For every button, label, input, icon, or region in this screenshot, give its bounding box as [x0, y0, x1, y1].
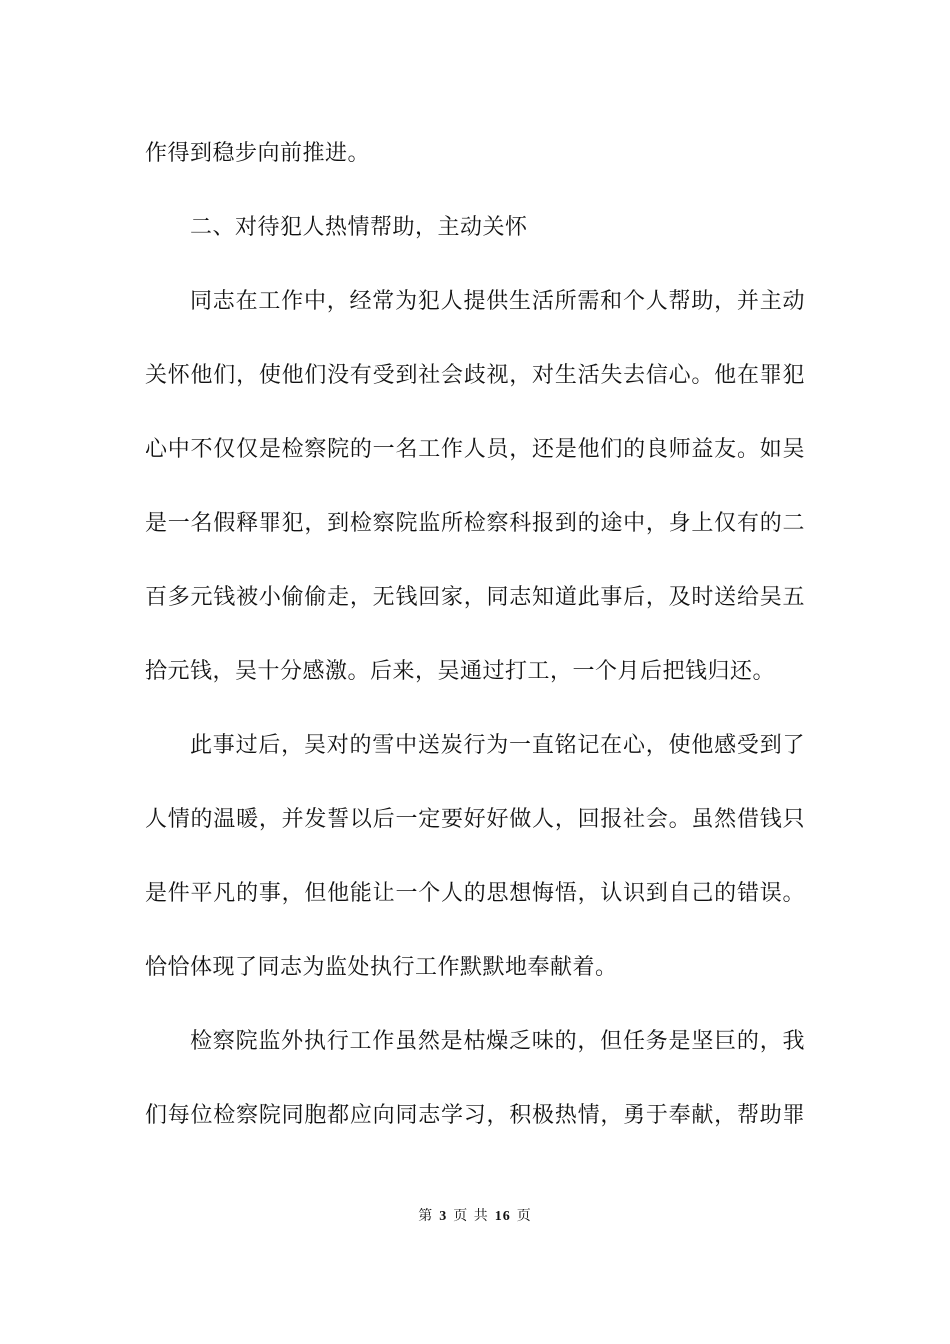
- paragraph-line: 百多元钱被小偷偷走，无钱回家，同志知道此事后，及时送给吴五: [145, 585, 805, 610]
- paragraph-line: 是件平凡的事，但他能让一个人的思想悔悟，认识到自己的错误。: [145, 881, 805, 906]
- footer-suffix: 页: [516, 1208, 532, 1224]
- footer-prefix: 第: [418, 1208, 434, 1224]
- page-footer: [0, 1207, 950, 1226]
- paragraph-line: 检察院监外执行工作虽然是枯燥乏味的，但任务是坚巨的，我: [190, 1029, 805, 1054]
- paragraph-line: 同志在工作中，经常为犯人提供生活所需和个人帮助，并主动: [190, 289, 805, 314]
- paragraph-line: 拾元钱，吴十分感激。后来，吴通过打工，一个月后把钱归还。: [145, 659, 776, 684]
- paragraph-line: 心中不仅仅是检察院的一名工作人员，还是他们的良师益友。如吴: [145, 437, 805, 462]
- paragraph-line: 此事过后，吴对的雪中送炭行为一直铭记在心，使他感受到了: [190, 733, 805, 758]
- total-pages: 16: [494, 1209, 511, 1224]
- footer-middle: 页 共: [453, 1208, 489, 1224]
- paragraph-line: 恰恰体现了同志为监处执行工作默默地奉献着。: [145, 955, 618, 980]
- paragraph-line: 关怀他们，使他们没有受到社会歧视，对生活失去信心。他在罪犯: [145, 363, 805, 388]
- paragraph-line: 作得到稳步向前推进。: [145, 141, 371, 166]
- section-heading: 二、对待犯人热情帮助，主动关怀: [190, 215, 528, 240]
- paragraph-line: 是一名假释罪犯，到检察院监所检察科报到的途中，身上仅有的二: [145, 511, 805, 536]
- paragraph-line: 们每位检察院同胞都应向同志学习，积极热情，勇于奉献，帮助罪: [145, 1103, 805, 1128]
- paragraph-line: 人情的温暖，并发誓以后一定要好好做人，回报社会。虽然借钱只: [145, 807, 805, 832]
- page-number: 3: [439, 1209, 448, 1224]
